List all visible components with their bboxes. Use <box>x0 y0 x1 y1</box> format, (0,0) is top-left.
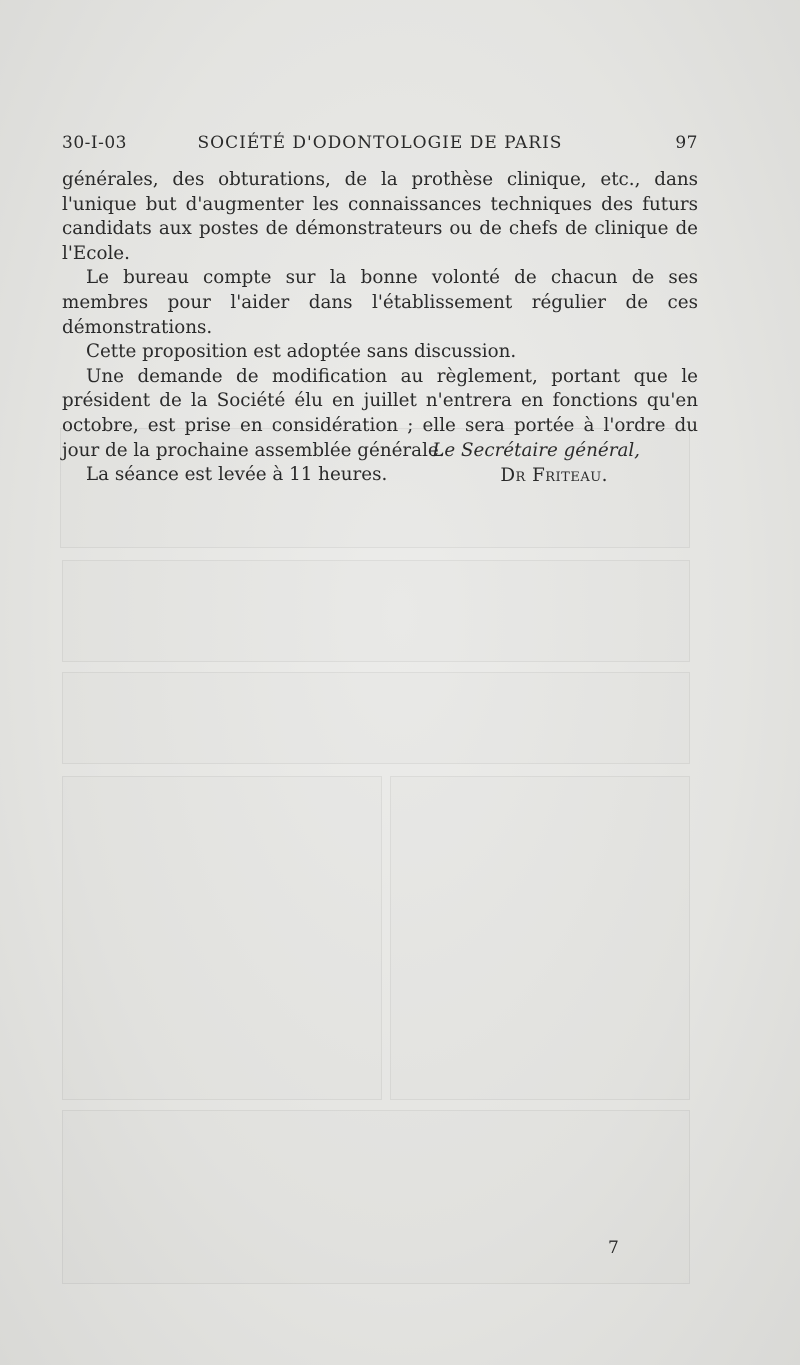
bleed-through-box <box>62 672 690 764</box>
header-journal-title: SOCIÉTÉ D'ODONTOLOGIE DE PARIS <box>197 133 563 153</box>
paragraph: Une demande de modification au règlement, portant que le président de la Société élu en juillet n'entrera en fonctions qu'en octobre, est prise en considération ; elle sera portée à l'ordre du jour de la prochaine assemblée générale. <box>62 365 698 461</box>
signature-role: Le Secrétaire général, <box>432 440 640 461</box>
bleed-through-box <box>390 776 690 1100</box>
paragraph: Le bureau compte sur la bonne volonté de chacun de ses membres pour l'aider dans l'établissement régulier de ces démonstrations. <box>62 267 698 338</box>
bleed-through-box <box>62 776 382 1100</box>
header-page-number: 97 <box>675 133 698 153</box>
running-header <box>62 133 698 159</box>
header-date: 30-I-03 <box>62 133 127 153</box>
signature-mark: 7 <box>608 1238 619 1258</box>
bleed-through-box <box>62 560 690 662</box>
paragraph: générales, des obturations, de la prothèse clinique, etc., dans l'unique but d'augmenter les connaissances techniques des futurs candidats aux postes de démonstrateurs ou de chefs de clinique de l'Ecole. <box>62 169 698 264</box>
paragraph: Cette proposition est adoptée sans discussion. <box>86 341 517 363</box>
paragraph: La séance est levée à 11 heures. <box>86 464 388 486</box>
bleed-through-box <box>62 1110 690 1284</box>
signature-name: Dr Friteau. <box>500 465 608 486</box>
